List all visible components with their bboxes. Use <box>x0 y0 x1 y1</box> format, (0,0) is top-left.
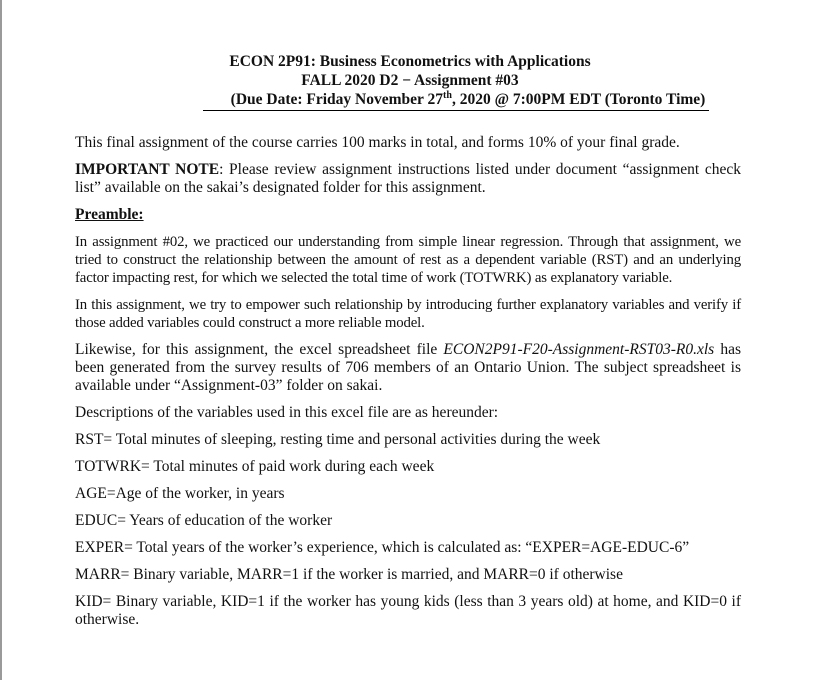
important-note-text: : Please review assignment instructions listed under document “assignment check list” available on the sakai’s designated folder for this assignment. <box>75 161 742 196</box>
variable-rst: RST= Total minutes of sleeping, resting time and personal activities during the week <box>75 431 601 448</box>
variable-totwrk: TOTWRK= Total minutes of paid work during each week <box>75 458 435 475</box>
variable-kid: KID= Binary variable, KID=1 if the worker has young kids (less than 3 years old) at home, and KID=0 if otherwise. <box>75 593 741 628</box>
course-title: ECON 2P91: Business Econometrics with Applications <box>229 53 591 70</box>
important-note <box>75 161 741 197</box>
important-note-label: IMPORTANT NOTE <box>75 161 220 178</box>
variable-age: AGE=Age of the worker, in years <box>75 485 285 502</box>
spreadsheet-filename: ECON2P91-F20-Assignment-RST03-R0.xls <box>443 341 715 358</box>
spreadsheet-paragraph: Likewise, for this assignment, the excel spreadsheet file ECON2P91-F20-Assignment-RST03-R0.xls has been generated from the survey results of 706 members of an Ontario Union. The subject spreadsheet is available under “Assignment-03” folder on sakai. <box>75 341 741 394</box>
variable-educ: EDUC= Years of education of the worker <box>75 512 333 529</box>
variable-exper: EXPER= Total years of the worker’s experience, which is calculated as: “EXPER=AGE-EDUC-6” <box>75 539 690 556</box>
descriptions-intro: Descriptions of the variables used in this excel file are as hereunder: <box>75 404 499 421</box>
document-header <box>0 52 820 111</box>
due-date: (Due Date: Friday November 27th, 2020 @ 7:00PM EDT (Toronto Time) <box>203 90 710 111</box>
term-assignment: FALL 2020 D2 − Assignment #03 <box>301 72 519 89</box>
preamble-paragraph-2: In this assignment, we try to empower such relationship by introducing further explanatory variables and verify if those added variables could construct a more reliable model. <box>75 297 741 331</box>
variable-marr: MARR= Binary variable, MARR=1 if the worker is married, and MARR=0 if otherwise <box>75 566 623 583</box>
document-body <box>75 134 741 638</box>
preamble-paragraph-1: In assignment #02, we practiced our understanding from simple linear regression. Through that assignment, we tried to construct the relationship between the amount of rest as a dependent variable (RST) and an underlying factor impacting rest, for which we selected the total time of work (TOTWRK) as explanatory variable. <box>75 234 741 286</box>
intro-paragraph: This final assignment of the course carries 100 marks in total, and forms 10% of your final grade. <box>75 134 680 151</box>
preamble-heading: Preamble: <box>75 206 144 223</box>
